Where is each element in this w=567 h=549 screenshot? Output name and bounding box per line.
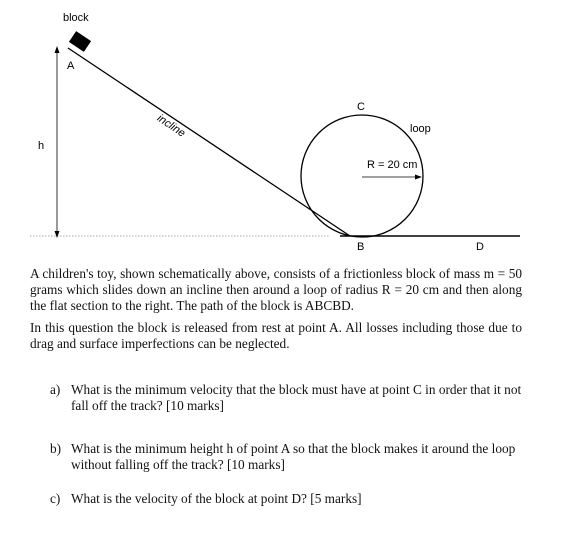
point-b-label: B [357, 241, 365, 253]
block-label: block [63, 12, 89, 24]
height-label: h [38, 140, 45, 152]
question-a-text: What is the minimum velocity that the block must have at point C in order that it not fall off the track? [10 marks] [71, 382, 522, 413]
loop-label: loop [410, 123, 431, 135]
radius-label: R = 20 cm [367, 159, 418, 171]
incline-label: incline [154, 112, 188, 140]
radius-arrow-head [415, 175, 422, 180]
problem-conditions: In this question the block is released from rest at point A. All losses including those due to drag and surface imperfections can be neglected. [30, 320, 522, 351]
question-a [50, 382, 522, 414]
height-arrow-top-head [55, 46, 60, 53]
point-d-label: D [476, 241, 484, 253]
question-c-letter: c) [50, 491, 61, 506]
question-b-letter: b) [50, 441, 62, 456]
block-shape [69, 31, 91, 52]
point-a-label: A [67, 60, 75, 72]
question-c-text: What is the velocity of the block at point D? [5 marks] [71, 491, 362, 506]
question-a-letter: a) [50, 382, 61, 397]
question-b [50, 441, 522, 473]
physics-diagram [0, 0, 567, 260]
question-b-text: What is the minimum height h of point A so that the block makes it around the loop without falling off the track? [10 marks] [71, 441, 516, 472]
question-c [50, 491, 522, 507]
point-c-label: C [357, 101, 365, 113]
problem-description: A children's toy, shown schematically above, consists of a frictionless block of mass m = 50 grams which slides down an incline then around a loop of radius R = 20 cm and then along the flat section to the right. The path of the block is ABCBD. [30, 266, 522, 313]
loop-track [301, 115, 423, 237]
incline-track [68, 48, 350, 236]
height-arrow-bottom-head [55, 231, 60, 238]
